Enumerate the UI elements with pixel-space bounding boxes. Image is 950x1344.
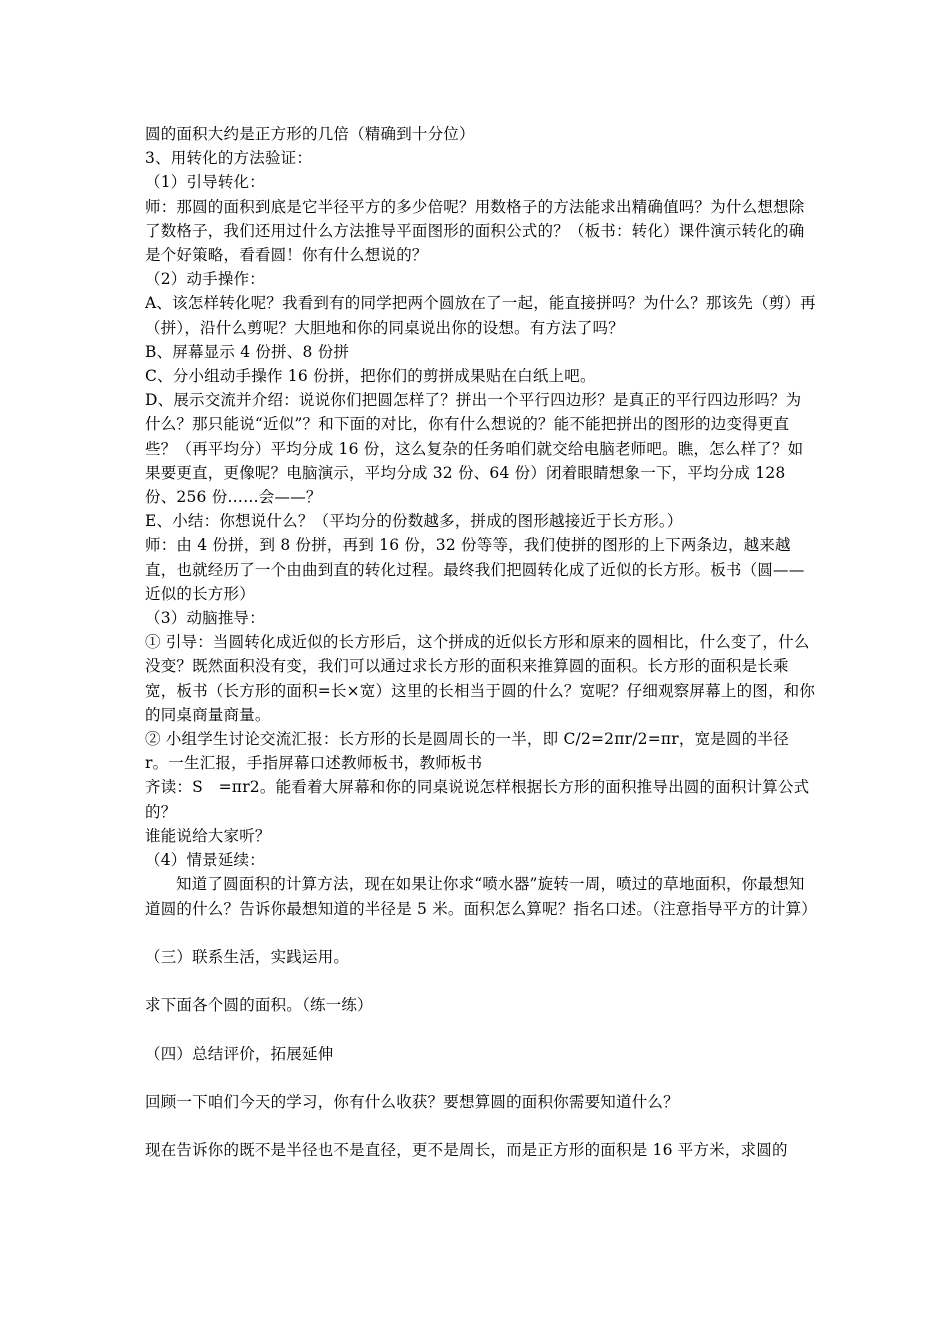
subheading-hands-on: （2）动手操作：: [145, 270, 265, 289]
document-body: [145, 122, 817, 1163]
paragraph-group-report-2: ② 小组学生讨论交流汇报：长方形的长是圆周长的一半，即 C/2=2πr/2=πr，宽是圆的半径 r。一生汇报，手指屏幕口述教师板书，教师板书: [145, 730, 789, 773]
paragraph-who-can-tell: 谁能说给大家听？: [145, 826, 271, 845]
paragraph-review: 回顾一下咱们今天的学习，你有什么收获？要想算圆的面积你需要知道什么？: [145, 1093, 679, 1112]
paragraph-sprinkler: 知道了圆面积的计算方法，现在如果让你求“喷水器”旋转一周，喷过的草地面积，你最想知道圆的什么？告诉你最想知道的半径是 5 米。面积怎么算呢？指名口述。（注意指导平方的计算）: [145, 875, 817, 918]
subheading-derivation: （3）动脑推导：: [145, 609, 265, 628]
paragraph-teacher-question: 师：那圆的面积到底是它半径平方的多少倍呢？用数格子的方法能求出精确值吗？为什么想想除了数格子，我们还用过什么方法推导平面图形的面积公式的？（板书：转化）课件演示转化的确是个好策略，看看圆！你有什么想说的？: [145, 197, 805, 265]
paragraph-step-d: D、展示交流并介绍：说说你们把圆怎样了？拼出一个平行四边形？是真正的平行四边形吗？为什么？那只能说“近似”？和下面的对比，你有什么想说的？能不能把拼出的图形的边变得更直些？（再平均分）平均分成 16 份，这么复杂的任务咱们就交给电脑老师吧。瞧，怎么样了？如果要更直，更像呢？电脑演示，平均分成 32 份、64 份）闭着眼睛想象一下，平均分成 128 份、256 份……会——？: [145, 391, 804, 507]
heading-verify-by-transform: 3、用转化的方法验证：: [145, 149, 313, 168]
paragraph-practice: 求下面各个圆的面积。（练一练）: [145, 996, 373, 1015]
paragraph-step-b: B、屏幕显示 4 份拼、8 份拼: [145, 342, 350, 361]
paragraph-read-formula: 齐读：S =πr2。能看着大屏幕和你的同桌说说怎样根据长方形的面积推导出圆的面积计算公式的？: [145, 778, 810, 821]
paragraph-circle-ratio: 圆的面积大约是正方形的几倍（精确到十分位）: [145, 125, 475, 143]
subheading-scenario: （4）情景延续：: [145, 851, 265, 870]
paragraph-teacher-summary: 师：由 4 份拼，到 8 份拼，再到 16 份，32 份等等，我们使拼的图形的上下两条边，越来越直，也就经历了一个由曲到直的转化过程。最终我们把圆转化成了近似的长方形。板书（圆——近似的长方形）: [145, 536, 805, 603]
paragraph-challenge: 现在告诉你的既不是半径也不是直径，更不是周长，而是正方形的面积是 16 平方米，求圆的: [145, 1141, 788, 1160]
paragraph-step-a: A、该怎样转化呢？我看到有的同学把两个圆放在了一起，能直接拼吗？为什么？那该先（剪）再（拼），沿什么剪呢？大胆地和你的同桌说出你的设想。有方法了吗？: [145, 294, 816, 337]
section-heading-four: （四）总结评价，拓展延伸: [145, 1044, 334, 1063]
section-heading-three: （三）联系生活，实践运用。: [145, 947, 350, 966]
paragraph-guide-1: ① 引导：当圆转化成近似的长方形后，这个拼成的近似长方形和原来的圆相比，什么变了，什么没变？既然面积没有变，我们可以通过求长方形的面积来推算圆的面积。长方形的面积是长乘宽，板书（长方形的面积=长×宽）这里的长相当于圆的什么？宽呢？仔细观察屏幕上的图，和你的同桌商量商量。: [145, 633, 816, 724]
paragraph-step-c: C、分小组动手操作 16 份拼，把你们的剪拼成果贴在白纸上吧。: [145, 367, 596, 386]
paragraph-step-e: E、小结：你想说什么？（平均分的份数越多，拼成的图形越接近于长方形。）: [145, 512, 683, 531]
subheading-guide-transform: （1）引导转化：: [145, 173, 265, 192]
